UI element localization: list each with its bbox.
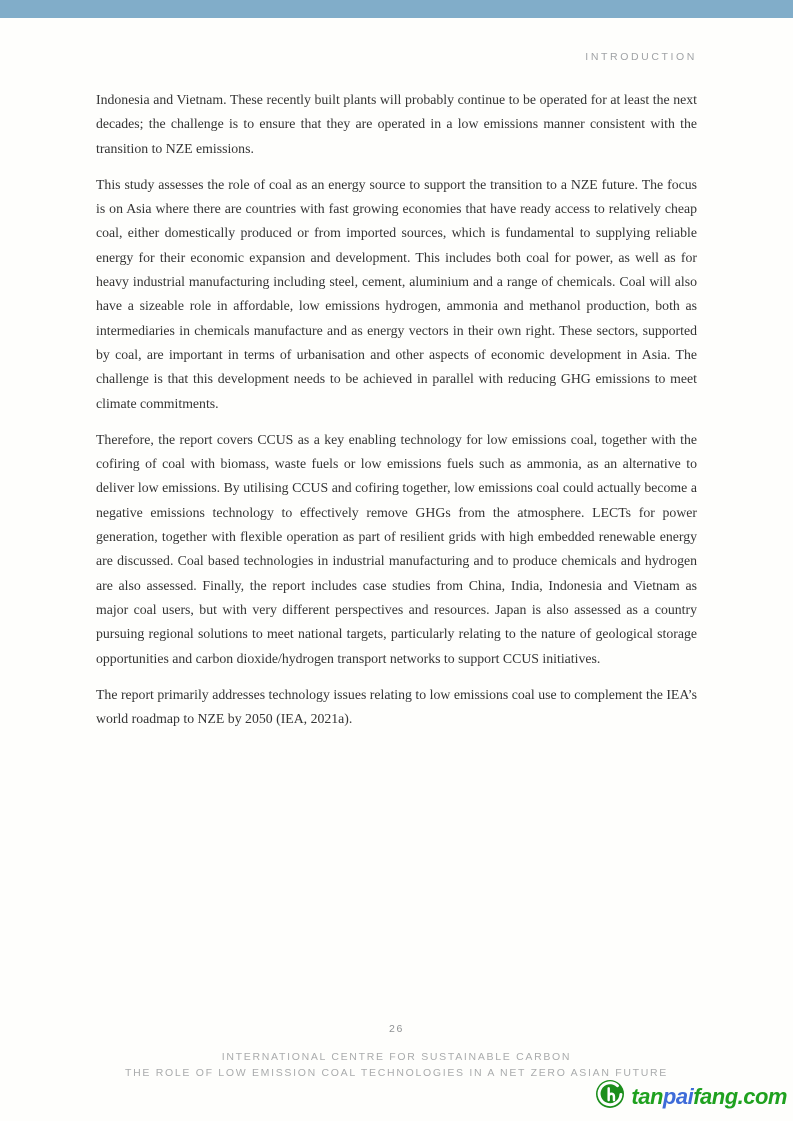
logo-text-part: pai [662, 1083, 694, 1109]
running-header: INTRODUCTION [585, 51, 697, 63]
body-paragraph: This study assesses the role of coal as an energy source to support the transition to a NZE future. The focus is on Asia where there are countries with fast growing economies that have ready access to relatively cheap coal, either domestically produced or from imported sources, which is fundamental to supplying reliable energy for their economic expansion and development. This includes both coal for power, as well as for heavy industrial manufacturing including steel, cement, aluminium and a range of chemicals. Coal will also have a sizeable role in affordable, low emissions hydrogen, ammonia and methanol production, both as intermediaries in chemicals manufacture and as energy vectors in their own right. These sectors, supported by coal, are important in terms of urbanisation and other aspects of economic development in Asia. The challenge is that this development needs to be achieved in parallel with reducing GHG emissions to meet climate commitments. [96, 176, 697, 411]
footer-org-name: INTERNATIONAL CENTRE FOR SUSTAINABLE CARBON [221, 1051, 572, 1063]
logo-text-part: fang.com [693, 1083, 787, 1109]
page-footer [0, 1050, 793, 1081]
logo-text-part: tan [631, 1083, 663, 1109]
tanpaifang-logo-text [631, 1084, 787, 1110]
body-paragraph: Therefore, the report covers CCUS as a key enabling technology for low emissions coal, together with the cofiring of coal with biomass, waste fuels or low emissions fuels such as ammonia, as an alternative to deliver low emissions. By utilising CCUS and cofiring together, low emissions coal could actually become a negative emissions technology to effectively remove GHGs from the atmosphere. LECTs for power generation, together with flexible operation as part of resilient grids with high embedded renewable energy are discussed. Coal based technologies in industrial manufacturing and to produce chemicals and hydrogen are also assessed. Finally, the report includes case studies from China, India, Indonesia and Vietnam as major coal users, but with very different perspectives and resources. Japan is also assessed as a country pursuing regional solutions to meet national targets, particularly relating to the nature of geological storage opportunities and carbon dioxide/hydrogen transport networks to support CCUS initiatives. [96, 431, 697, 666]
body-text-block [96, 88, 697, 743]
tanpaifang-logo-icon [596, 1080, 624, 1113]
page-number: 26 [389, 1023, 404, 1035]
tanpaifang-logo[interactable] [596, 1080, 787, 1113]
body-paragraph: Indonesia and Vietnam. These recently built plants will probably continue to be operated for at least the next decades; the challenge is to ensure that they are operated in a low emissions manner consistent with the transition to NZE emissions. [96, 92, 697, 156]
body-paragraph: The report primarily addresses technology issues relating to low emissions coal use to complement the IEA’s world roadmap to NZE by 2050 (IEA, 2021a). [96, 686, 697, 727]
top-accent-bar [0, 0, 793, 18]
footer-report-title: THE ROLE OF LOW EMISSION COAL TECHNOLOGIES IN A NET ZERO ASIAN FUTURE [124, 1066, 669, 1079]
